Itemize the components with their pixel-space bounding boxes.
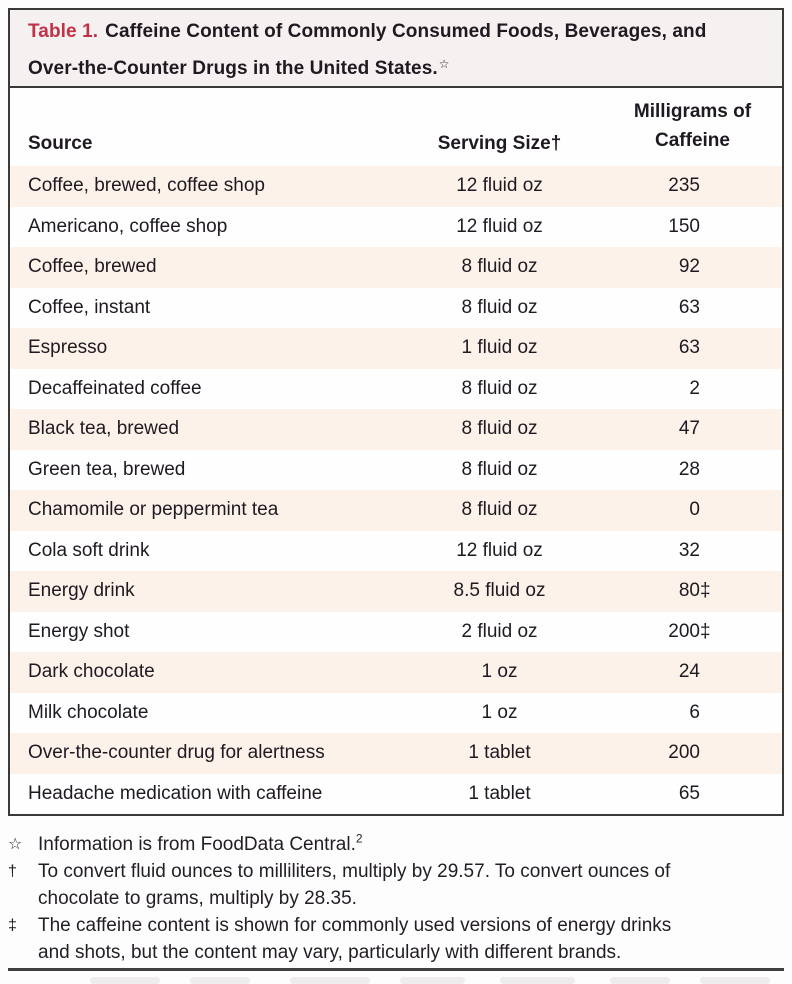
- source-cell: Coffee, instant: [28, 296, 151, 318]
- table-row: [10, 693, 782, 734]
- caffeine-mg-value: 150: [668, 215, 700, 237]
- caffeine-mg-value: 200: [668, 742, 700, 764]
- footnote-marker: ‡: [8, 917, 17, 934]
- caffeine-mg-cell: [617, 742, 782, 764]
- caffeine-mg-cell: [617, 702, 782, 724]
- table-row: [10, 450, 782, 491]
- footnote-line: Information is from FoodData Central.: [38, 834, 356, 855]
- table-title-line1: Caffeine Content of Commonly Consumed Foods, Beverages, and: [105, 21, 707, 42]
- source-cell: Americano, coffee shop: [28, 215, 228, 237]
- caffeine-mg-cell: [617, 418, 782, 440]
- source-cell: Decaffeinated coffee: [28, 377, 202, 399]
- serving-size-cell: 8 fluid oz: [461, 458, 538, 480]
- source-cell: Black tea, brewed: [28, 418, 180, 440]
- table-row: [10, 774, 782, 815]
- serving-size-cell: 1 tablet: [468, 742, 531, 764]
- caffeine-mg-value: 28: [678, 458, 700, 480]
- serving-size-cell: 1 oz: [481, 661, 518, 683]
- table-row: [10, 288, 782, 329]
- serving-size-cell: 12 fluid oz: [456, 215, 543, 237]
- title-footnote-marker: ☆: [438, 57, 450, 71]
- caffeine-mg-value: 24: [678, 661, 700, 683]
- table-row: [10, 652, 782, 693]
- cropped-ui-artifacts: [0, 975, 792, 984]
- serving-size-cell: 12 fluid oz: [456, 539, 543, 561]
- table-rows: [10, 166, 782, 814]
- footnote: [8, 831, 788, 858]
- footnote-marker: †: [8, 863, 17, 880]
- source-cell: Over-the-counter drug for alertness: [28, 742, 325, 764]
- serving-size-cell: 8 fluid oz: [461, 377, 538, 399]
- caffeine-mg-value: 6: [689, 701, 700, 723]
- footnote-marker: ☆: [8, 836, 23, 853]
- caffeine-mg-value: 0: [689, 499, 700, 521]
- caffeine-mg-cell: [617, 783, 782, 805]
- serving-size-cell: 8 fluid oz: [461, 418, 538, 440]
- column-header-milligrams: [617, 97, 782, 155]
- table-title-line2: Over-the-Counter Drugs in the United States.: [28, 58, 438, 79]
- column-header-serving-size: [382, 133, 617, 155]
- footnote-text: [38, 861, 670, 909]
- caffeine-mg-cell: [617, 337, 782, 359]
- source-cell: Headache medication with caffeine: [28, 782, 323, 804]
- milligrams-header-line2: Caffeine: [655, 130, 730, 151]
- footnote-line: and shots, but the content may vary, particularly with different brands.: [38, 942, 622, 963]
- caffeine-mg-value: 32: [678, 539, 700, 561]
- table-panel: [8, 8, 784, 816]
- table-row: [10, 531, 782, 572]
- source-cell: Energy shot: [28, 620, 130, 642]
- table-row: [10, 490, 782, 531]
- table-row: [10, 328, 782, 369]
- serving-size-cell: 1 tablet: [468, 782, 531, 804]
- footnotes: [8, 831, 788, 966]
- table-header-row: [10, 88, 782, 166]
- caffeine-mg-cell: [617, 499, 782, 521]
- caffeine-mg-value: 63: [678, 296, 700, 318]
- caffeine-mg-cell: [617, 175, 782, 197]
- caffeine-mg-cell: [617, 661, 782, 683]
- source-cell: Coffee, brewed: [28, 256, 157, 278]
- source-cell: Chamomile or peppermint tea: [28, 499, 279, 521]
- footnote-line: The caffeine content is shown for commonly used versions of energy drinks: [38, 915, 672, 936]
- table-row: [10, 571, 782, 612]
- footnote-text: [38, 915, 671, 963]
- caffeine-mg-value: 2: [689, 377, 700, 399]
- caffeine-mg-cell: [617, 297, 782, 319]
- footnote-line: chocolate to grams, multiply by 28.35.: [38, 888, 357, 909]
- serving-size-cell: 8 fluid oz: [461, 256, 538, 278]
- caffeine-mg-value: 92: [678, 256, 700, 278]
- caffeine-mg-cell: [617, 378, 782, 400]
- footnote: [8, 912, 788, 966]
- source-cell: Coffee, brewed, coffee shop: [28, 175, 265, 197]
- source-cell: Energy drink: [28, 580, 135, 602]
- caffeine-mg-value: 63: [678, 337, 700, 359]
- table-row: [10, 733, 782, 774]
- footnote-text: [38, 831, 363, 855]
- table-row: [10, 612, 782, 653]
- caffeine-mg-value: 200: [668, 620, 700, 642]
- source-cell: Green tea, brewed: [28, 458, 186, 480]
- serving-size-label: Serving Size: [437, 133, 551, 154]
- source-cell: Cola soft drink: [28, 539, 150, 561]
- caffeine-table: [10, 88, 782, 814]
- table-number-label: Table 1.: [28, 21, 99, 42]
- serving-size-cell: 1 oz: [481, 701, 518, 723]
- bottom-rule: [8, 968, 784, 971]
- source-cell: Milk chocolate: [28, 701, 149, 723]
- serving-size-cell: 12 fluid oz: [456, 175, 543, 197]
- table-row: [10, 166, 782, 207]
- caffeine-mg-cell: 80‡: [678, 580, 711, 602]
- column-header-source: Source: [28, 133, 93, 154]
- caffeine-mg-value: 65: [678, 782, 700, 804]
- table-row: [10, 207, 782, 248]
- caffeine-mg-cell: 200‡: [668, 620, 711, 642]
- milligrams-header-line1: Milligrams of: [633, 101, 752, 122]
- source-cell: Espresso: [28, 337, 108, 359]
- serving-size-cell: 8.5 fluid oz: [453, 580, 546, 602]
- caffeine-mg-value: 235: [668, 175, 700, 197]
- footnote-line: To convert fluid ounces to milliliters, multiply by 29.57. To convert ounces of: [38, 861, 671, 882]
- caffeine-mg-cell: [617, 459, 782, 481]
- table-row: [10, 369, 782, 410]
- table-row: [10, 247, 782, 288]
- source-cell: Dark chocolate: [28, 661, 155, 683]
- serving-size-cell: 8 fluid oz: [461, 499, 538, 521]
- caffeine-mg-cell: [617, 540, 782, 562]
- caffeine-mg-value: 80: [678, 580, 700, 602]
- footnote-reference-superscript: 2: [355, 831, 363, 846]
- caffeine-mg-cell: [617, 216, 782, 238]
- serving-size-dagger-marker: †: [550, 133, 562, 154]
- caffeine-mg-value: 47: [678, 418, 700, 440]
- serving-size-cell: 1 fluid oz: [461, 337, 538, 359]
- table-row: [10, 409, 782, 450]
- footnote: [8, 858, 788, 912]
- serving-size-cell: 2 fluid oz: [461, 620, 538, 642]
- serving-size-cell: 8 fluid oz: [461, 296, 538, 318]
- caffeine-mg-cell: [617, 256, 782, 278]
- table-title: [10, 10, 782, 88]
